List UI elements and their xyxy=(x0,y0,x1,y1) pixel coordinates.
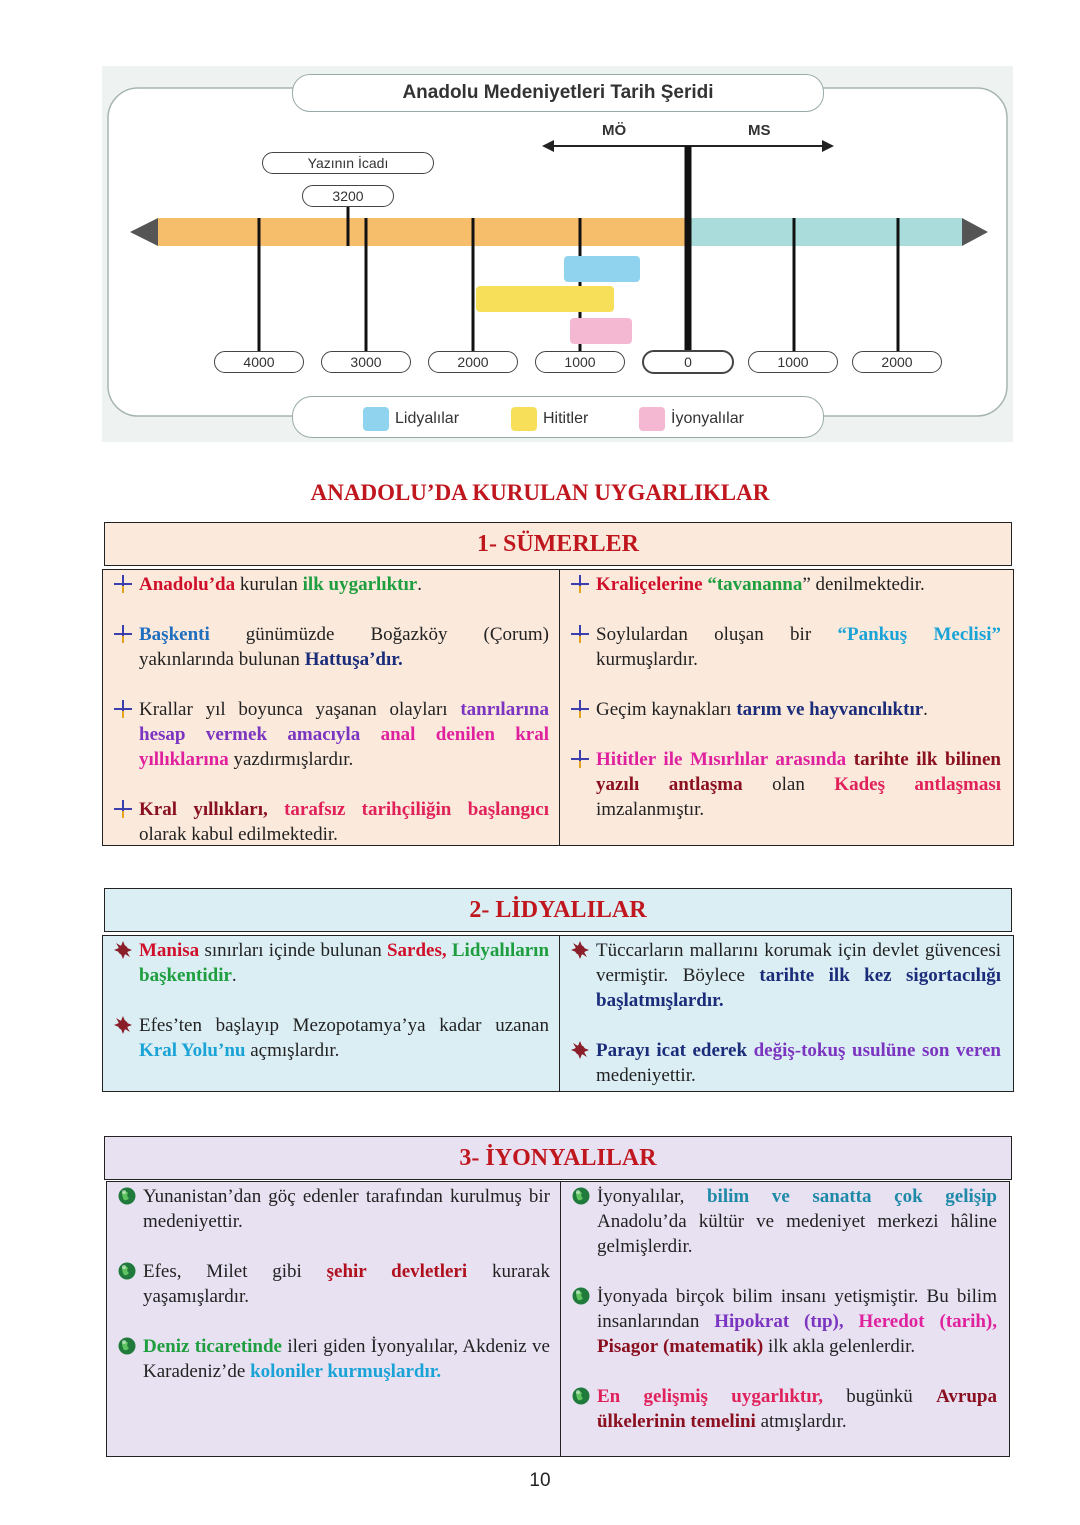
iyon-item-6: En gelişmiş uygarlıktır, bugünkü Avrupa ülkelerinin temelini atmışlardır. xyxy=(567,1384,997,1434)
lidya-item-2: Efes’ten başlayıp Mezopotamya’ya kadar uzanan Kral Yolu’nu açmışlardır. xyxy=(109,1013,549,1063)
leaf-bullet-icon xyxy=(113,1015,133,1035)
plus-bullet-icon xyxy=(113,699,133,719)
lidya-bar xyxy=(564,256,640,282)
iyon-item-4: İyonyalılar, bilim ve sanatta çok gelişip Anadolu’da kültür ve medeniyet merkezi hâline gelmişlerdir. xyxy=(567,1184,997,1259)
sumer-item-7: Geçim kaynakları tarım ve hayvancılıktır. xyxy=(566,697,1001,722)
timeline-figure xyxy=(102,66,1013,442)
plus-bullet-icon xyxy=(570,749,590,769)
iyon-item-1: Yunanistan’dan göç edenler tarafından kurulmuş bir medeniyettir. xyxy=(113,1184,550,1234)
section-title-sumer: 1- SÜMERLER xyxy=(104,522,1012,566)
globe-bullet-icon xyxy=(571,1386,591,1406)
sumer-left-column xyxy=(103,570,560,845)
section-body-sumer xyxy=(102,569,1014,846)
tick-ms-1000: 1000 xyxy=(748,351,838,373)
iyon-right-column xyxy=(561,1182,1009,1456)
legend-swatch-hitit xyxy=(511,407,537,431)
tick-ms-2000: 2000 xyxy=(852,351,942,373)
globe-bullet-icon xyxy=(117,1261,137,1281)
legend-lidya: Lidyalılar xyxy=(363,407,459,431)
tick-4000: 4000 xyxy=(214,351,304,373)
leaf-bullet-icon xyxy=(570,1040,590,1060)
ad-band xyxy=(688,218,962,246)
sumer-item-5: Kraliçelerine “tavananna” denilmektedir. xyxy=(566,572,1001,597)
iyon-item-2: Efes, Milet gibi şehir devletleri kurarak yaşamışlardır. xyxy=(113,1259,550,1309)
iyon-left-column xyxy=(107,1182,561,1456)
tick-3000: 3000 xyxy=(321,351,411,373)
plus-bullet-icon xyxy=(113,574,133,594)
iyon-item-3: Deniz ticaretinde ileri giden İyonyalılar, Akdeniz ve Karadeniz’de koloniler kurmuşlardır. xyxy=(113,1334,550,1384)
section-body-iyon xyxy=(106,1181,1010,1457)
hitit-bar xyxy=(476,286,614,312)
leaf-bullet-icon xyxy=(113,940,133,960)
sumer-item-4: Kral yıllıkları, tarafsız tarihçiliğin başlangıcı olarak kabul edilmektedir. xyxy=(109,797,549,847)
globe-bullet-icon xyxy=(571,1286,591,1306)
timeline-graphic xyxy=(102,66,1013,442)
plus-bullet-icon xyxy=(570,574,590,594)
plus-bullet-icon xyxy=(570,699,590,719)
lidya-item-3: Tüccarların mallarını korumak için devlet güvencesi vermiştir. Böylece tarihte ilk kez sigortacılığı başlatmışlardır. xyxy=(566,938,1001,1013)
lidya-item-4: Parayı icat ederek değiş-tokuş usulüne son veren medeniyettir. xyxy=(566,1038,1001,1088)
section-title-lidya: 2- LİDYALILAR xyxy=(104,888,1012,932)
writing-year-label: 3200 xyxy=(302,185,394,207)
timeline-title: Anadolu Medeniyetleri Tarih Şeridi xyxy=(292,74,824,112)
section-body-lidya xyxy=(102,935,1014,1092)
sumer-item-3: Krallar yıl boyunca yaşanan olayları tanrılarına hesap vermek amacıyla anal denilen kral yıllıklarına yazdırmışlardır. xyxy=(109,697,549,772)
sumer-item-2: Başkenti günümüzde Boğazköy (Çorum) yakınlarında bulunan Hattuşa’dır. xyxy=(109,622,549,672)
lidya-right-column xyxy=(560,936,1013,1091)
plus-bullet-icon xyxy=(570,624,590,644)
globe-bullet-icon xyxy=(117,1186,137,1206)
section-title-iyon: 3- İYONYALILAR xyxy=(104,1136,1012,1180)
sumer-right-column xyxy=(560,570,1013,845)
legend-swatch-iyon xyxy=(639,407,665,431)
iyon-item-5: İyonyada birçok bilim insanı yetişmiştir. Bu bilim insanlarından Hipokrat (tıp), Heredot (tarih), Pisagor (matematik) ilk akla gelenlerdir. xyxy=(567,1284,997,1359)
sumer-item-6: Soylulardan oluşan bir “Pankuş Meclisi” kurmuşlardır. xyxy=(566,622,1001,672)
lidya-left-column xyxy=(103,936,560,1091)
plus-bullet-icon xyxy=(113,799,133,819)
bc-band xyxy=(158,218,688,246)
era-bc-label: MÖ xyxy=(602,122,627,139)
iyon-bar xyxy=(570,318,632,344)
tick-1000: 1000 xyxy=(535,351,625,373)
lidya-item-1: Manisa sınırları içinde bulunan Sardes, Lidyalıların başkentidir. xyxy=(109,938,549,988)
plus-bullet-icon xyxy=(113,624,133,644)
timeline-legend xyxy=(292,396,824,438)
page-number: 10 xyxy=(529,1470,551,1491)
sumer-item-8: Hititler ile Mısırlılar arasında tarihte ilk bilinen yazılı antlaşma olan Kadeş antlaşması imzalanmıştır. xyxy=(566,747,1001,822)
leaf-bullet-icon xyxy=(570,940,590,960)
tick-2000: 2000 xyxy=(428,351,518,373)
tick-0: 0 xyxy=(642,350,734,374)
legend-hitit: Hititler xyxy=(511,407,588,431)
era-ad-label: MS xyxy=(748,122,771,139)
page-title: ANADOLU’DA KURULAN UYGARLIKLAR xyxy=(310,480,770,505)
sumer-item-1: Anadolu’da kurulan ilk uygarlıktır. xyxy=(109,572,549,597)
legend-swatch-lidya xyxy=(363,407,389,431)
legend-iyon: İyonyalılar xyxy=(639,407,744,431)
writing-invention-label: Yazının İcadı xyxy=(262,152,434,174)
globe-bullet-icon xyxy=(117,1336,137,1356)
globe-bullet-icon xyxy=(571,1186,591,1206)
